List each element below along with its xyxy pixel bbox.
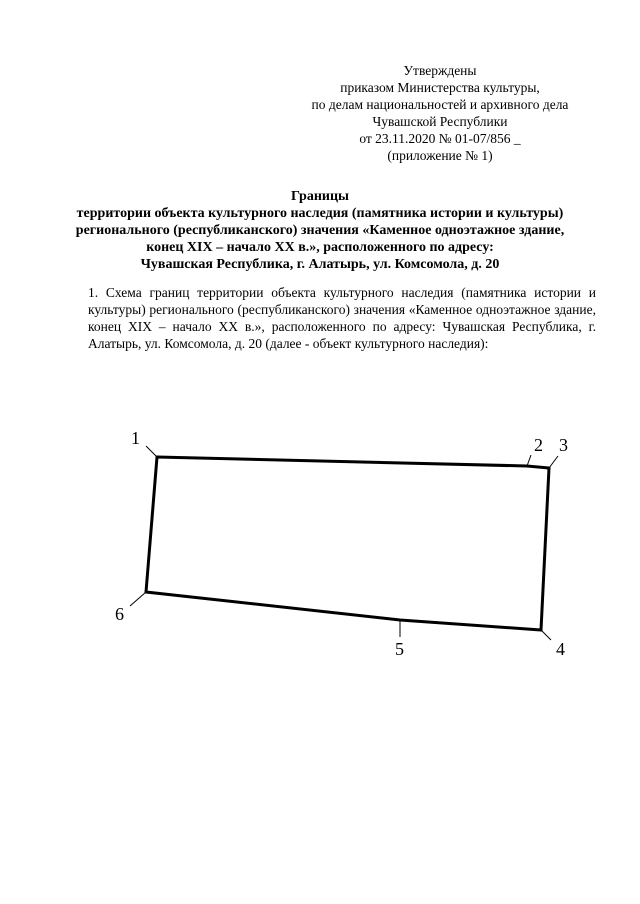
body-paragraph: 1. Схема границ территории объекта культурного наследия (памятника истории и культуры) регионального (республиканского) значения «Каменное одноэтажное здание, конец XIX – начало XX в.», расположенного по адресу: Чувашская Республика, г. Алатырь, ул. Комсомола, д. 20 (далее - объект культурного наследия): [88, 285, 596, 351]
leader-line-4 [541, 630, 551, 640]
leader-line-6 [130, 592, 146, 606]
title-line: конец XIX – начало XX в.», расположенного по адресу: [146, 240, 494, 255]
point-label-3: 3 [559, 435, 568, 455]
title-line: территории объекта культурного наследия (памятника истории и культуры) [76, 206, 564, 221]
point-label-1: 1 [131, 428, 140, 448]
title-line: Границы [291, 189, 349, 204]
approval-line: Чувашской Республики [372, 114, 508, 129]
leader-line-3 [549, 456, 558, 468]
point-label-6: 6 [115, 604, 124, 624]
leader-line-2 [527, 455, 531, 466]
title-line: регионального (республиканского) значения «Каменное одноэтажное здание, [75, 223, 565, 238]
approval-line: по делам национальностей и архивного дела [311, 97, 569, 112]
point-label-5: 5 [395, 639, 404, 659]
boundary-polygon [146, 457, 549, 630]
point-label-2: 2 [534, 435, 543, 455]
point-label-4: 4 [556, 639, 565, 659]
leader-line-1 [146, 446, 157, 457]
approval-line: Утверждены [403, 63, 477, 78]
approval-line: (приложение № 1) [387, 148, 493, 163]
title-line: Чувашская Республика, г. Алатырь, ул. Комсомола, д. 20 [140, 257, 500, 272]
approval-line: от 23.11.2020 № 01-07/856 _ [359, 131, 521, 146]
approval-line: приказом Министерства культуры, [340, 80, 540, 95]
